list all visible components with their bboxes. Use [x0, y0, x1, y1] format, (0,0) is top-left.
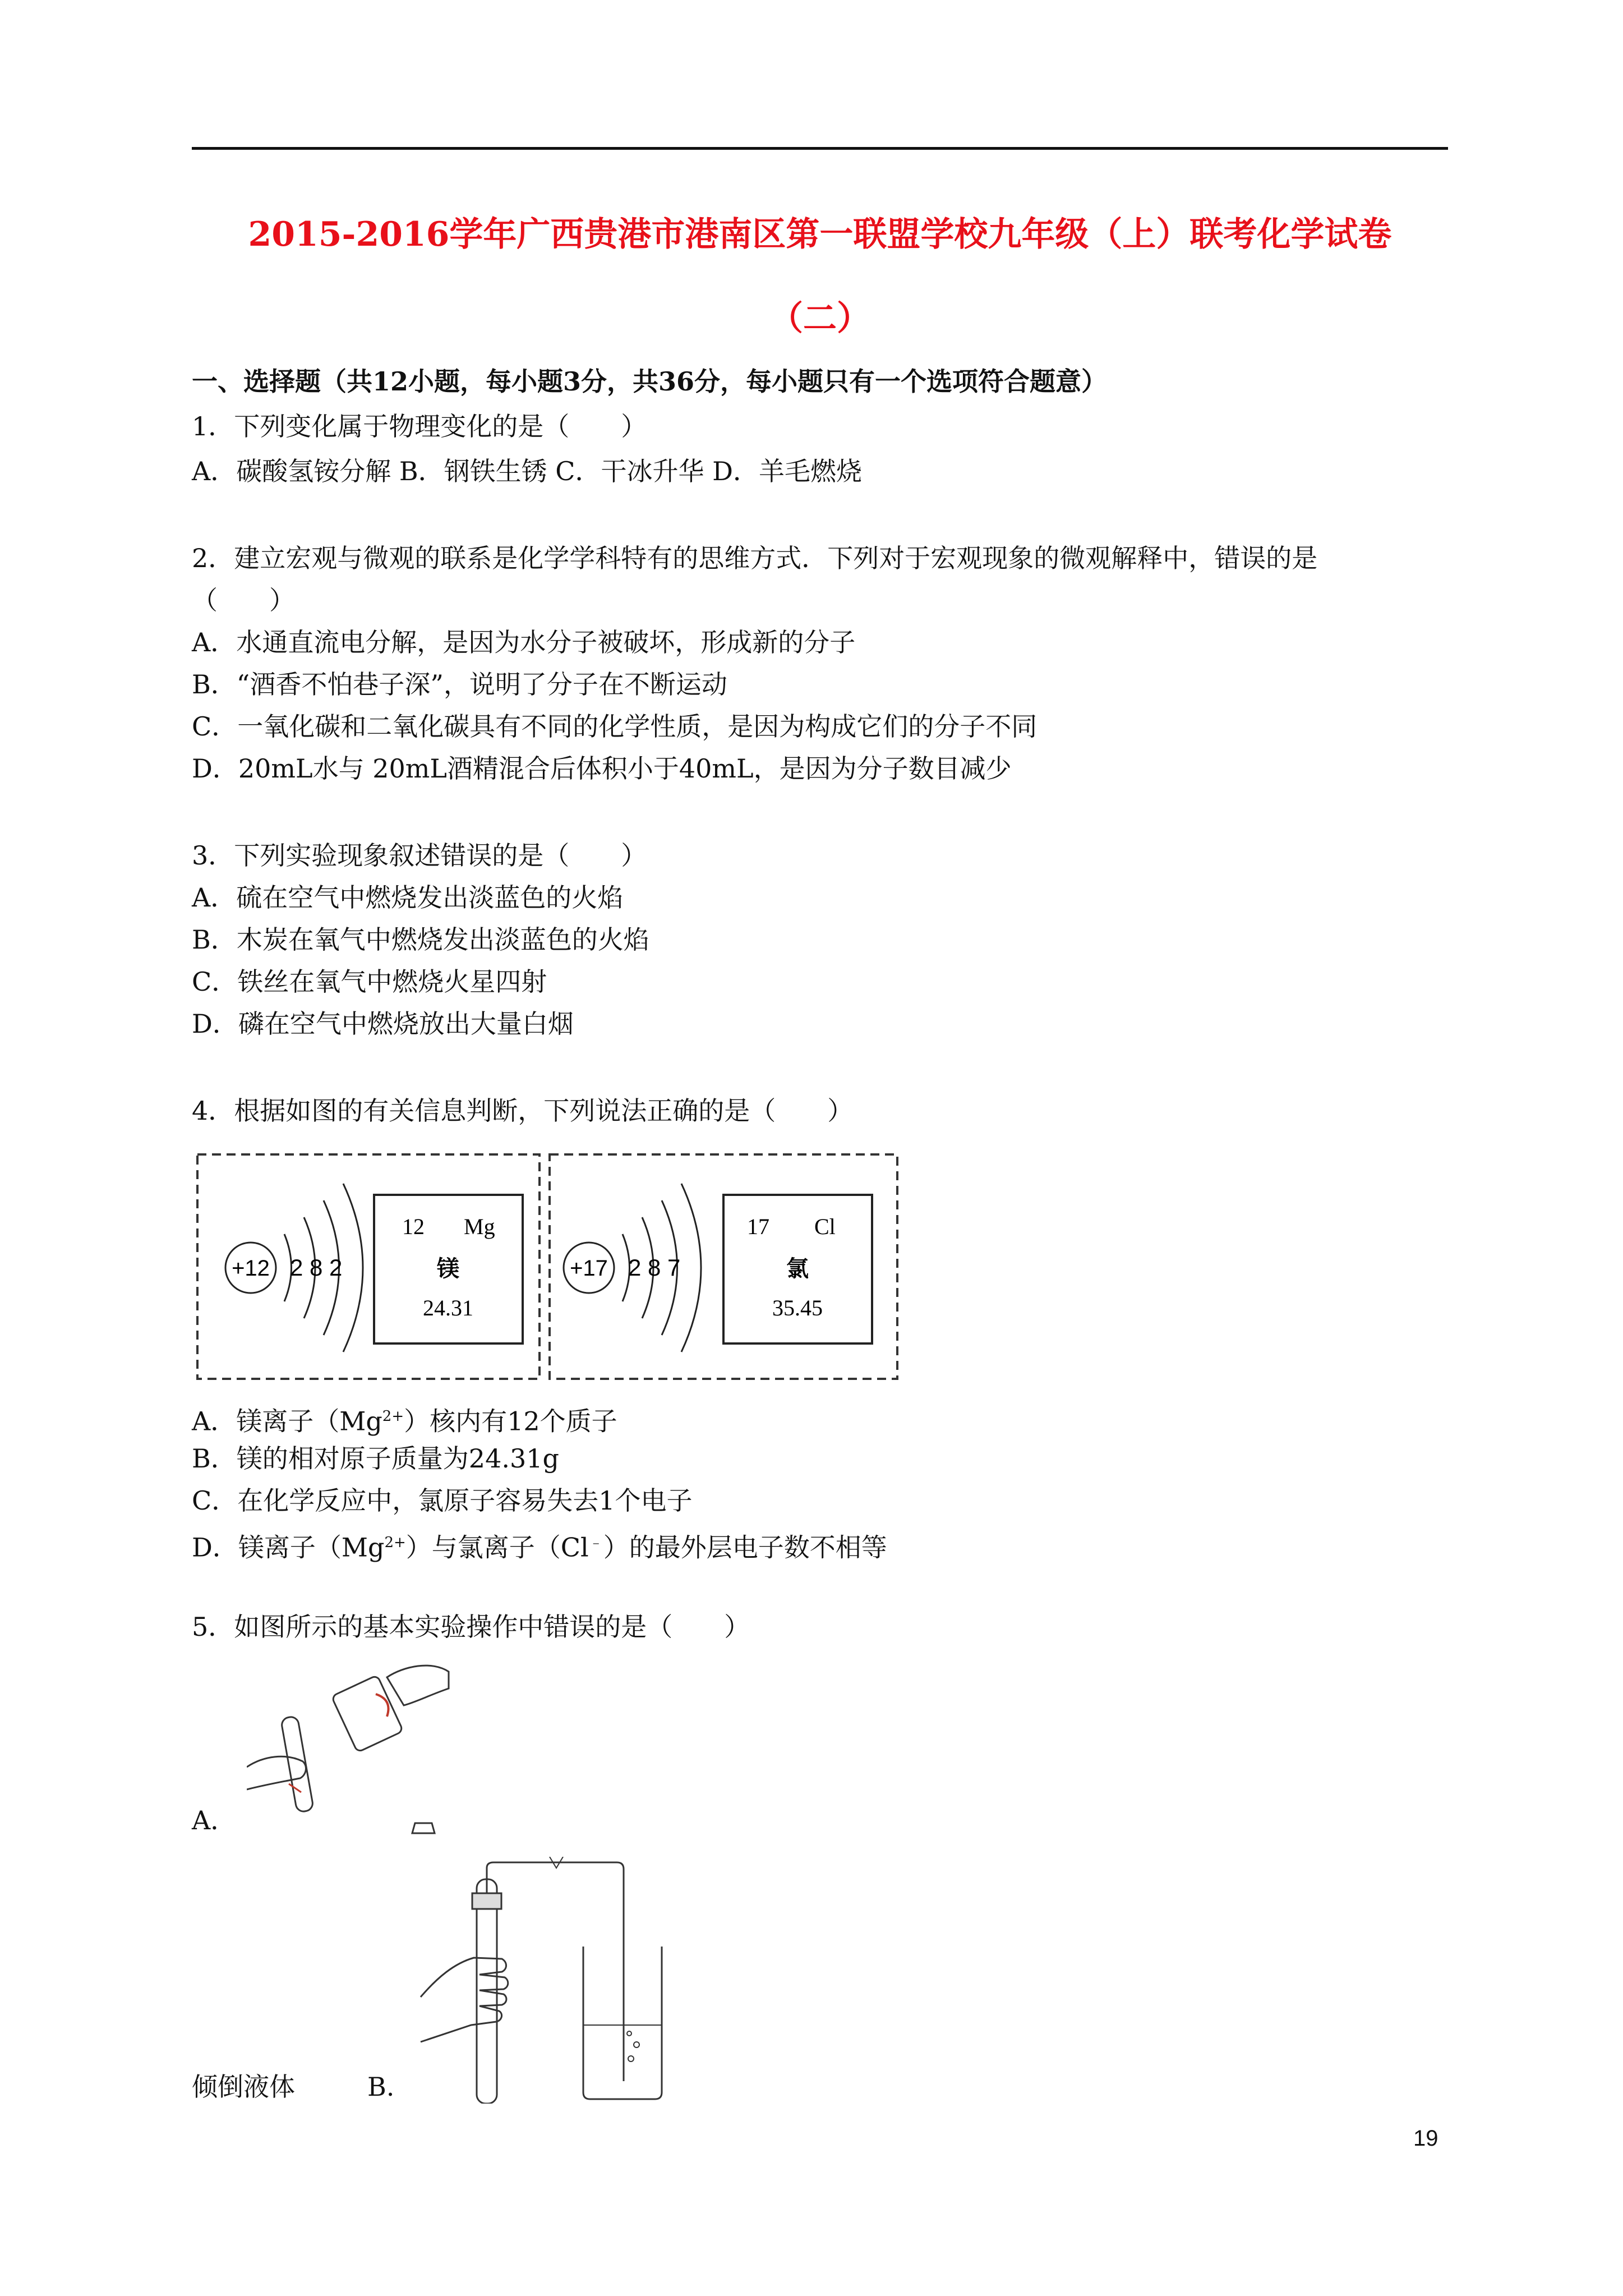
- question-5-stem: 5．如图所示的基本实验操作中错误的是（ ）: [192, 1612, 750, 1642]
- question-2-option-b: B．“酒香不怕巷子深”，说明了分子在不断运动: [192, 669, 727, 700]
- question-5-option-b: B.: [367, 2072, 395, 2102]
- exam-title-part: （二）: [769, 299, 870, 338]
- page-number: 19: [1413, 2126, 1438, 2151]
- pour-liquid-illustration: [247, 1655, 460, 1840]
- question-3-option-d: D．磷在空气中燃烧放出大量白烟: [192, 1009, 574, 1039]
- hand-grip: [421, 1958, 508, 2042]
- cl-atomic-mass: 35.45: [772, 1295, 823, 1320]
- cl-atomic-number: 17: [747, 1214, 769, 1239]
- mg-atomic-number: 12: [402, 1214, 425, 1239]
- rubber-stopper: [472, 1893, 501, 1909]
- bubble: [628, 2056, 634, 2062]
- mg-name: 镁: [437, 1256, 459, 1282]
- question-2-stem: 2．建立宏观与微观的联系是化学学科特有的思维方式．下列对于宏观现象的微观解释中，错误的是: [192, 543, 1318, 573]
- header-rule: [192, 147, 1448, 150]
- hand-top: [387, 1665, 449, 1705]
- question-2-option-d: D．20mL水与 20mL酒精混合后体积小于40mL，是因为分子数目减少: [192, 753, 1012, 784]
- bottle-label: [376, 1694, 389, 1717]
- section-heading: 一、选择题（共12小题，每小题3分，共36分，每小题只有一个选项符合题意）: [192, 366, 1108, 397]
- airtightness-check-illustration: [409, 1857, 673, 2104]
- delivery-tube: [487, 1862, 624, 2081]
- cl-electron-config: 2 8 7: [628, 1254, 681, 1281]
- hand-bottom: [247, 1756, 306, 1789]
- cl-shell-arc: [681, 1184, 701, 1352]
- question-3-option-a: A．硫在空气中燃烧发出淡蓝色的火焰: [192, 882, 624, 913]
- cl-nucleus-charge: +17: [570, 1256, 608, 1281]
- question-1-stem: 1．下列变化属于物理变化的是（ ）: [192, 411, 647, 441]
- question-5-option-a: A．: [192, 1805, 237, 1835]
- mg-shell-arc: [343, 1184, 363, 1352]
- question-4-option-d: D．镁离子$(Mg^{2+})$与氯离子（Cl﹣）的最外层电子数不相等: [192, 1532, 887, 1563]
- mg-symbol: Mg: [464, 1214, 495, 1239]
- beaker: [583, 1947, 662, 2099]
- exam-title: 2015-2016学年广西贵港市港南区第一联盟学校九年级（上）联考化学试卷: [248, 215, 1392, 254]
- question-4-option-c: C．在化学反应中，氯原子容易失去1个电子: [192, 1485, 693, 1516]
- cl-symbol: Cl: [814, 1214, 836, 1239]
- question-2-option-c: C．一氧化碳和二氧化碳具有不同的化学性质，是因为构成它们的分子不同: [192, 711, 1038, 742]
- question-3-stem: 3．下列实验现象叙述错误的是（ ）: [192, 840, 647, 871]
- liquid-stream: [289, 1784, 301, 1792]
- test-tube: [280, 1716, 313, 1813]
- mg-electron-config: 2 8 2: [290, 1254, 343, 1281]
- question-2-stem-cont: （ ）: [192, 585, 295, 615]
- atom-structure-figure: [192, 1150, 904, 1386]
- question-3-option-b: B．木炭在氧气中燃烧发出淡蓝色的火焰: [192, 924, 649, 955]
- bottle-stopper: [412, 1823, 435, 1833]
- bubble: [627, 2031, 631, 2036]
- question-4-option-a: A．镁离子$(Mg^{2+})$核内有12个质子: [192, 1406, 617, 1437]
- mg-atomic-mass: 24.31: [423, 1295, 473, 1320]
- question-3-option-c: C．铁丝在氧气中燃烧火星四射: [192, 967, 547, 997]
- mg-nucleus-charge: +12: [232, 1256, 270, 1281]
- cl-name: 氯: [786, 1256, 809, 1282]
- bubble: [634, 2042, 639, 2047]
- question-2-option-a: A．水通直流电分解，是因为水分子被破坏，形成新的分子: [192, 627, 856, 657]
- question-5-option-a-caption: 倾倒液体: [192, 2072, 295, 2102]
- question-4-option-b: B．镁的相对原子质量为24.31g: [192, 1443, 559, 1474]
- question-1-options: A．碳酸氢铵分解 B．钢铁生锈 C．干冰升华 D．羊毛燃烧: [192, 456, 862, 486]
- question-4-stem: 4．根据如图的有关信息判断，下列说法正确的是（ ）: [192, 1096, 854, 1126]
